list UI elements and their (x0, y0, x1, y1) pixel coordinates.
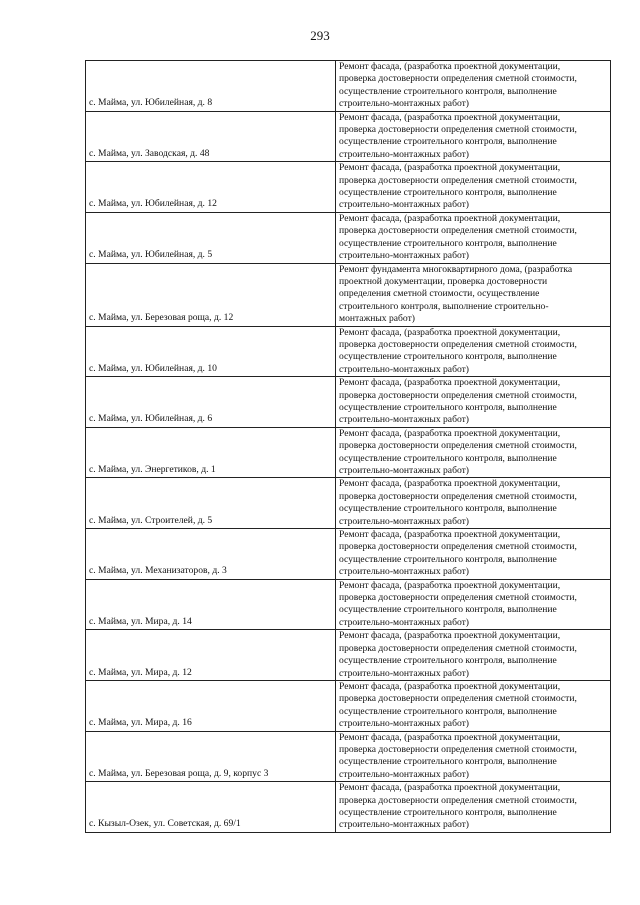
address-cell: с. Майма, ул. Березовая роща, д. 12 (86, 263, 336, 326)
work-description-cell (336, 630, 611, 681)
table-row (86, 212, 611, 263)
table-row (86, 529, 611, 580)
work-description-cell (336, 61, 611, 112)
work-description-line: проектной документации, проверка достоверности (339, 275, 548, 287)
work-description-line: строительно-монтажных работ) (339, 768, 470, 780)
work-description-line: Ремонт фасада, (разработка проектной документации, (339, 427, 561, 439)
work-description-line: монтажных работ) (339, 313, 415, 325)
work-description-cell (336, 579, 611, 630)
work-description-line: осуществление строительного контроля, выполнение (339, 85, 557, 97)
work-description-line: проверка достоверности определения сметной стоимости, (339, 541, 577, 553)
address-cell: с. Майма, ул. Юбилейная, д. 10 (86, 326, 336, 377)
work-description-line: осуществление строительного контроля, выполнение (339, 401, 557, 413)
work-description-line: проверка достоверности определения сметной стоимости, (339, 440, 577, 452)
address-cell: с. Майма, ул. Заводская, д. 48 (86, 111, 336, 162)
work-description-line: проверка достоверности определения сметной стоимости, (339, 743, 577, 755)
work-description-line: строительно-монтажных работ) (339, 250, 470, 262)
work-description-line: осуществление строительного контроля, выполнение (339, 136, 557, 148)
work-description-cell (336, 111, 611, 162)
work-description-line: строительно-монтажных работ) (339, 98, 470, 110)
page-number: 293 (310, 28, 330, 43)
work-description-line: проверка достоверности определения сметной стоимости, (339, 490, 577, 502)
work-description-line: Ремонт фасада, (разработка проектной документации, (339, 680, 561, 692)
work-description-cell (336, 731, 611, 782)
work-description-line: Ремонт фасада, (разработка проектной документации, (339, 162, 561, 174)
work-description-line: Ремонт фасада, (разработка проектной документации, (339, 377, 561, 389)
work-description-cell (336, 427, 611, 478)
work-description-line: осуществление строительного контроля, выполнение (339, 604, 557, 616)
table-row (86, 263, 611, 326)
work-description-line: Ремонт фасада, (разработка проектной документации, (339, 529, 561, 541)
address-cell: с. Майма, ул. Мира, д. 16 (86, 680, 336, 731)
work-description-line: проверка достоверности определения сметной стоимости, (339, 225, 577, 237)
work-description-line: строительно-монтажных работ) (339, 616, 470, 628)
work-description-line: проверка достоверности определения сметной стоимости, (339, 174, 577, 186)
table-row (86, 162, 611, 213)
work-description-line: Ремонт фасада, (разработка проектной документации, (339, 579, 561, 591)
address-cell: с. Майма, ул. Строителей, д. 5 (86, 478, 336, 529)
table-row (86, 731, 611, 782)
work-description-line: осуществление строительного контроля, выполнение (339, 655, 557, 667)
work-description-line: Ремонт фасада, (разработка проектной документации, (339, 731, 561, 743)
work-description-cell (336, 782, 611, 833)
works-table (85, 60, 611, 833)
work-description-cell (336, 326, 611, 377)
table-row (86, 782, 611, 833)
work-description-line: проверка достоверности определения сметной стоимости, (339, 338, 577, 350)
work-description-cell (336, 377, 611, 428)
work-description-cell (336, 529, 611, 580)
work-description-line: проверка достоверности определения сметной стоимости, (339, 592, 577, 604)
address-cell: с. Майма, ул. Березовая роща, д. 9, корпус 3 (86, 731, 336, 782)
work-description-line: строительно-монтажных работ) (339, 667, 470, 679)
works-table-body (86, 61, 611, 833)
work-description-line: осуществление строительного контроля, выполнение (339, 806, 557, 818)
work-description-line: осуществление строительного контроля, выполнение (339, 187, 557, 199)
address-cell: с. Майма, ул. Юбилейная, д. 8 (86, 61, 336, 112)
table-row (86, 427, 611, 478)
work-description-line: осуществление строительного контроля, выполнение (339, 503, 557, 515)
work-description-line: строительно-монтажных работ) (339, 148, 470, 160)
work-description-line: осуществление строительного контроля, выполнение (339, 237, 557, 249)
work-description-line: строительно-монтажных работ) (339, 465, 470, 476)
address-cell: с. Майма, ул. Мира, д. 12 (86, 630, 336, 681)
work-description-line: проверка достоверности определения сметной стоимости, (339, 389, 577, 401)
work-description-line: осуществление строительного контроля, выполнение (339, 553, 557, 565)
address-cell: с. Кызыл-Озек, ул. Советская, д. 69/1 (86, 782, 336, 833)
work-description-line: Ремонт фасада, (разработка проектной документации, (339, 212, 561, 224)
work-description-line: Ремонт фасада, (разработка проектной документации, (339, 61, 561, 72)
work-description-line: Ремонт фундамента многоквартирного дома, (разработка (339, 263, 573, 275)
table-row (86, 61, 611, 112)
work-description-line: строительно-монтажных работ) (339, 819, 470, 831)
work-description-line: строительно-монтажных работ) (339, 414, 470, 426)
work-description-line: Ремонт фасада, (разработка проектной документации, (339, 478, 561, 490)
work-description-line: строительно-монтажных работ) (339, 566, 470, 578)
address-cell: с. Майма, ул. Энергетиков, д. 1 (86, 427, 336, 478)
work-description-cell (336, 162, 611, 213)
work-description-line: строительно-монтажных работ) (339, 363, 470, 375)
address-cell: с. Майма, ул. Механизаторов, д. 3 (86, 529, 336, 580)
work-description-line: проверка достоверности определения сметной стоимости, (339, 693, 577, 705)
address-cell: с. Майма, ул. Юбилейная, д. 5 (86, 212, 336, 263)
work-description-line: осуществление строительного контроля, выполнение (339, 452, 557, 464)
work-description-line: проверка достоверности определения сметной стоимости, (339, 124, 577, 136)
work-description-line: Ремонт фасада, (разработка проектной документации, (339, 630, 561, 642)
address-cell: с. Майма, ул. Юбилейная, д. 6 (86, 377, 336, 428)
work-description-line: осуществление строительного контроля, выполнение (339, 705, 557, 717)
work-description-line: осуществление строительного контроля, выполнение (339, 756, 557, 768)
work-description-cell (336, 680, 611, 731)
work-description-line: строительного контроля, выполнение строительно- (339, 300, 549, 312)
table-row (86, 326, 611, 377)
work-description-line: строительно-монтажных работ) (339, 718, 470, 730)
table-row (86, 111, 611, 162)
address-cell: с. Майма, ул. Юбилейная, д. 12 (86, 162, 336, 213)
table-row (86, 478, 611, 529)
work-description-line: Ремонт фасада, (разработка проектной документации, (339, 111, 561, 123)
work-description-line: строительно-монтажных работ) (339, 515, 470, 527)
work-description-cell (336, 263, 611, 326)
work-description-line: проверка достоверности определения сметной стоимости, (339, 73, 577, 85)
work-description-cell (336, 478, 611, 529)
work-description-line: определения сметной стоимости, осуществление (339, 288, 540, 300)
work-description-line: осуществление строительного контроля, выполнение (339, 351, 557, 363)
table-row (86, 630, 611, 681)
table-row (86, 377, 611, 428)
work-description-line: проверка достоверности определения сметной стоимости, (339, 642, 577, 654)
work-description-cell (336, 212, 611, 263)
table-row (86, 579, 611, 630)
work-description-line: строительно-монтажных работ) (339, 199, 470, 211)
work-description-line: Ремонт фасада, (разработка проектной документации, (339, 326, 561, 338)
table-row (86, 680, 611, 731)
address-cell: с. Майма, ул. Мира, д. 14 (86, 579, 336, 630)
work-description-line: Ремонт фасада, (разработка проектной документации, (339, 782, 561, 794)
work-description-line: проверка достоверности определения сметной стоимости, (339, 794, 577, 806)
